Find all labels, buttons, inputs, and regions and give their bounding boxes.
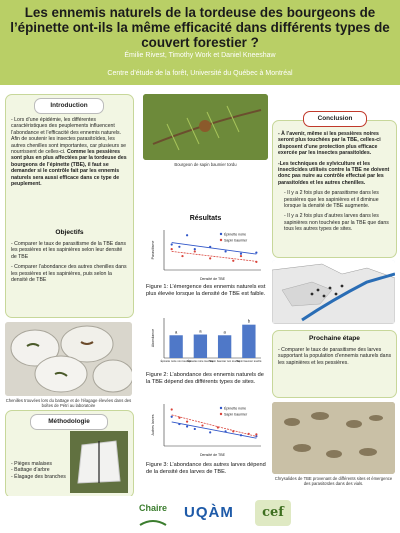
- data-point: [232, 260, 234, 262]
- bar: [194, 335, 207, 358]
- methodologie-list: [11, 461, 66, 480]
- pupae-image: [272, 402, 395, 474]
- prochaine-box: [272, 330, 397, 398]
- data-point: [186, 425, 188, 427]
- prochaine-title: Prochaine étape: [309, 335, 360, 342]
- figure1-caption: Figure 1: L’émergence des ennemis naturels est plus élevée lorsque la densité de TBE est faible.: [146, 284, 266, 297]
- data-point: [240, 255, 242, 257]
- intro-title-pill: [34, 98, 104, 114]
- method-item-1: - Pièges malaises: [11, 461, 52, 467]
- category-label: Sapin baumier touché: [236, 360, 262, 363]
- figure2-chart: [150, 312, 265, 370]
- legend-label: Sapin baumier: [224, 412, 248, 417]
- authors: Émilie Rivest, Timothy Work et Daniel Kneeshaw: [124, 52, 276, 59]
- petri-caption: Chenilles trouvées lors du battage et de l’élagage élevées dans des boîtes de Pétri au laboratoire: [5, 398, 132, 408]
- intro-p1: - Lors d’une épidémie, les différentes caractéristiques des peuplements influencent l’abondance et l’efficacité des ennemis naturels. Afin de soutenir les insectes parasitoïdes, les autres chenilles sont importantes, car plusieurs se nourrissent de celles-ci.: [11, 117, 127, 156]
- site-map: [272, 260, 395, 324]
- petri-photo: [5, 322, 132, 396]
- affiliation: Centre d’étude de la forêt, Université du Québec à Montréal: [107, 70, 293, 77]
- bar-letter: a: [199, 328, 202, 334]
- data-point: [255, 433, 257, 435]
- conclusion-title-pill: [303, 111, 367, 127]
- legend-marker: [220, 239, 222, 241]
- category-label: Sapin baumier non touché: [209, 360, 240, 363]
- data-point: [255, 252, 257, 254]
- category-label: Épinette noire non touchée: [160, 360, 192, 363]
- chaire-logo: [138, 502, 168, 526]
- legend-marker: [220, 407, 222, 409]
- bar: [169, 335, 182, 358]
- x-axis-label: Densité de TBE: [199, 277, 226, 281]
- methodologie-title-pill: [30, 414, 108, 430]
- trend-line: [172, 422, 257, 438]
- bar-letter: b: [247, 318, 251, 324]
- data-point: [194, 248, 196, 250]
- bar: [218, 335, 231, 358]
- bar: [242, 325, 255, 358]
- header-band: [0, 0, 400, 85]
- intro-text: [11, 117, 129, 191]
- figure1-chart: [150, 226, 265, 282]
- intro-box: [5, 94, 134, 318]
- y-axis-label: Parasitisme: [151, 240, 155, 260]
- prochaine-text: - Comparer le taux de parasitisme des larves supportant la population d’ennemis naturels dans les sapinières et les pessières.: [278, 347, 392, 366]
- resultats-title: Résultats: [189, 215, 222, 222]
- conclusion-title: Conclusion: [317, 115, 353, 122]
- data-point: [224, 250, 226, 252]
- methodologie-box: [5, 410, 134, 498]
- data-point: [171, 408, 173, 410]
- data-point: [178, 246, 180, 248]
- y-axis-label: Abondance: [151, 328, 155, 348]
- fir-branch-image: [143, 94, 268, 160]
- objectifs-list: [11, 241, 129, 287]
- x-axis-label: Densité de TBE: [199, 453, 226, 457]
- conclusion-p4: - Il y a 2 fois plus d’autres larves dans les sapinières non touchées par la TBE que dans tous les autres types de sites.: [284, 213, 389, 233]
- conclusion-text: [278, 131, 392, 237]
- method-item-3: - Élagage des branches: [11, 473, 66, 480]
- chaire-leaf-icon: [138, 519, 168, 527]
- figure3-caption: Figure 3: L’abondance des autres larves dépend de la densité des larves de TBE.: [146, 462, 266, 475]
- objectifs-title: Objectifs: [55, 229, 84, 236]
- data-point: [209, 257, 211, 259]
- intro-title: Introduction: [50, 102, 88, 109]
- data-point: [171, 248, 173, 250]
- data-point: [186, 234, 188, 236]
- logo-strip: [0, 496, 400, 533]
- y-axis-label: Autres larves: [151, 414, 155, 436]
- category-label: Épinette noire touchée: [187, 360, 214, 363]
- legend-label: Sapin baumier: [224, 238, 248, 243]
- data-point: [186, 421, 188, 423]
- chaire-logo-text: Chaire: [138, 503, 167, 513]
- cef-logo: cef: [255, 500, 291, 526]
- bar-letter: a: [223, 329, 226, 335]
- legend-marker: [220, 413, 222, 415]
- data-point: [171, 416, 173, 418]
- trend-line: [172, 251, 257, 261]
- pupae-caption: Chrysalides de TBE provenant de différents sites et émergence des parasitoïdes dans des vials.: [274, 476, 393, 486]
- data-point: [209, 431, 211, 433]
- petri-dishes-image: [5, 322, 132, 396]
- methodologie-title: Méthodologie: [48, 418, 90, 425]
- uqam-logo: UQÀM: [184, 504, 234, 521]
- data-point: [194, 428, 196, 430]
- data-point: [240, 253, 242, 255]
- data-point: [171, 243, 173, 245]
- trend-line: [172, 243, 257, 255]
- figure2-caption: Figure 2: L’abondance des ennemis naturels de la TBE dépend des différents types de sites.: [146, 372, 264, 385]
- figure3-chart: [150, 400, 265, 458]
- data-point: [181, 255, 183, 257]
- poster-title: Les ennemis naturels de la tordeuse des bourgeons de l’épinette ont-ils la même efficacité dans différents types de couvert forestier ?: [10, 5, 390, 50]
- legend-label: Épinette noire: [224, 232, 247, 237]
- data-point: [194, 250, 196, 252]
- intro-p1-bold: Comme les pessières sont plus en plus affectées par la tordeuse des bourgeons de l’épinette (TBE), il faut se demander si le contrôle fait par les ennemis naturels sera aussi efficace dans ce type de peuplement.: [11, 149, 127, 188]
- legend-label: Épinette noire: [224, 406, 247, 411]
- bar-letter: a: [174, 329, 178, 335]
- branch-photo: [143, 94, 268, 160]
- legend-marker: [220, 233, 222, 235]
- pupae-photo: [272, 402, 395, 474]
- branch-caption: Bourgeon de sapin baumier tordu: [174, 162, 237, 167]
- conclusion-p2: -Les techniques de sylviculture et les insecticides utilisés contre la TBE ne doivent donc pas nuire au contrôle effectué par les parasitoïdes et les autres chenilles.: [278, 160, 390, 186]
- objectif-item-1: - Comparer le taux de parasitisme de la TBE dans les pessières et les sapinières selon leur densité de TBE: [11, 241, 126, 260]
- objectif-item-2: - Comparer l’abondance des autres chenilles dans les pessières et les sapinières, puis selon la densité de TBE: [11, 264, 127, 284]
- conclusion-p3: - Il y a 2 fois plus de parasitisme dans les pessières que les sapinières et il diminue lorsque la densité de TBE augmente.: [284, 190, 379, 210]
- conclusion-box: [272, 115, 397, 258]
- conclusion-p1: - À l’avenir, même si les pessières noires seront plus touchées par la TBE, celles-ci disposent d’une protection plus efficace exercée par les insectes parasitoïdes.: [278, 131, 381, 157]
- map-image: [272, 260, 395, 324]
- data-point: [201, 424, 203, 426]
- malaise-trap-image: [70, 431, 128, 493]
- method-item-2: - Battage d’arbre: [11, 467, 50, 474]
